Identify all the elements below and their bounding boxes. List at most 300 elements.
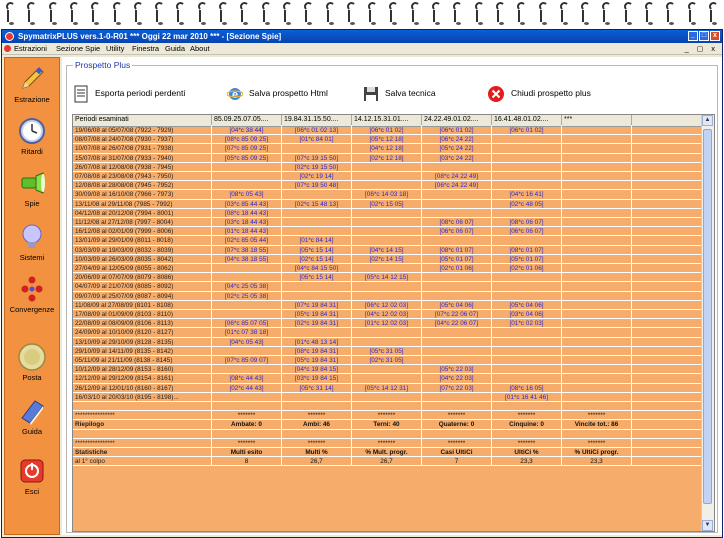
spiral-ring [155,2,164,24]
data-cell: [05*c 19 84 31] [282,310,352,319]
data-cell [492,292,562,301]
export-button[interactable] [73,83,185,103]
lightbulb-icon [17,222,47,252]
data-cell [632,374,703,383]
data-cell: Ambate: 0 [212,420,282,429]
prospetto-grid[interactable] [72,114,715,532]
spiral-ring [453,2,462,24]
save-technique-button[interactable] [363,83,436,103]
spiral-ring [368,2,377,24]
mdi-icon[interactable] [4,45,11,52]
table-row[interactable] [73,301,703,310]
scroll-up-icon[interactable]: ▲ [702,115,713,126]
title-bar[interactable] [2,30,722,43]
data-cell [282,227,352,236]
data-cell: [02*c 19 15 50] [282,163,352,172]
table-row[interactable] [73,172,703,181]
data-cell [632,430,703,439]
data-cell: [01*c 07 38 18] [212,328,282,337]
sidebar-label: Estrazione [14,95,50,104]
data-cell: [05*c 15 14] [282,246,352,255]
data-cell [422,393,492,402]
table-row[interactable] [73,218,703,227]
data-cell: Ambi: 46 [282,420,352,429]
table-row[interactable] [73,328,703,337]
data-cell: [07*c 19 50 48] [282,181,352,190]
data-cell [562,282,632,291]
sidebar-label: Esci [24,487,40,496]
period-cell: 17/08/09 al 01/09/09 (8103 - 8110) [73,310,212,319]
data-cell: [05*c 31 05] [352,347,422,356]
data-cell [562,144,632,153]
data-cell: 26,7 [282,457,352,466]
sidebar-item-posta[interactable] [5,342,59,382]
period-cell: 16/03/10 al 20/03/10 (8195 - 8198)... [73,393,212,402]
table-row[interactable] [73,365,703,374]
table-row[interactable] [73,246,703,255]
data-cell: UltiCi % [492,448,562,457]
data-cell [212,310,282,319]
spiral-ring [645,2,654,24]
menu-finestra[interactable]: Finestra [132,44,160,53]
app-window [1,29,723,538]
period-cell: 04/07/09 al 21/07/09 (8085 - 8092) [73,282,212,291]
data-cell: 26,7 [352,457,422,466]
period-cell: 10/07/08 al 26/07/08 (7931 - 7938) [73,144,212,153]
spiral-ring [326,2,335,24]
table-row[interactable] [73,292,703,301]
data-cell [562,310,632,319]
data-cell: [05*c 19 84 31] [282,356,352,365]
data-cell: [02*c 14 15] [352,255,422,264]
data-cell [282,402,352,411]
data-cell: [01*c 18 44 43] [212,227,282,236]
data-cell [212,430,282,439]
table-row[interactable] [73,181,703,190]
sidebar-item-ritardi[interactable] [5,116,59,156]
data-cell: [05*c 31 14] [282,384,352,393]
mdi-controls[interactable]: _ ◻ x [684,44,718,53]
data-cell: [04*c 19 84 15] [282,365,352,374]
data-cell: Vincite tot.: 86 [562,420,632,429]
data-cell: [08*c 06 07] [422,218,492,227]
data-cell: [06*c 12 02 03] [352,301,422,310]
period-cell: 29/10/09 al 14/11/09 (8135 - 8142) [73,347,212,356]
table-row[interactable] [73,190,703,199]
period-cell [73,430,212,439]
sidebar-label: Convergenze [9,305,55,314]
column-header[interactable]: 85.09.25.07.05.... [212,115,282,125]
spiral-ring [6,2,15,24]
table-row[interactable] [73,420,703,429]
data-cell [562,273,632,282]
data-cell [632,227,703,236]
data-cell: [07*c 22 06 07] [422,310,492,319]
vertical-scrollbar[interactable] [701,115,714,531]
spiral-ring [70,2,79,24]
column-header[interactable]: 19.84.31.15.50.... [282,115,352,125]
data-cell [562,319,632,328]
data-cell: ******* [562,439,632,448]
spiral-ring [304,2,313,24]
table-row[interactable] [73,236,703,245]
menu-utility[interactable]: Utility [106,44,125,53]
period-cell: 10/03/09 al 26/03/09 (8035 - 8042) [73,255,212,264]
data-cell [282,292,352,301]
data-cell [632,301,703,310]
table-row[interactable] [73,384,703,393]
data-cell: [02*c 25 05 38] [212,292,282,301]
save-html-label: Salva prospetto Html [249,88,328,98]
data-cell [562,292,632,301]
table-row[interactable] [73,319,703,328]
data-cell: [04*c 84 15 50] [282,264,352,273]
data-cell [492,135,562,144]
data-cell: ******* [562,411,632,420]
data-cell [212,365,282,374]
data-cell [632,209,703,218]
menu-sezione-spie[interactable]: Sezione Spie [56,44,101,53]
data-cell: [02*c 19 84 31] [282,319,352,328]
data-cell [562,347,632,356]
data-cell [352,236,422,245]
period-cell: 26/12/09 al 12/01/10 (8160 - 8167) [73,384,212,393]
data-cell [352,393,422,402]
column-header[interactable]: *** [562,115,632,125]
menu-bar [2,43,722,55]
data-cell [562,384,632,393]
save-html-button[interactable] [227,83,328,103]
data-cell [632,319,703,328]
table-row[interactable] [73,163,703,172]
menu-about[interactable]: About [190,44,210,53]
data-cell [632,190,703,199]
period-cell [73,402,212,411]
data-cell [562,218,632,227]
scroll-thumb[interactable] [703,129,712,504]
data-cell [562,338,632,347]
data-cell: [06*c 06 07] [492,227,562,236]
period-cell: Riepilogo [73,420,212,429]
data-cell [632,144,703,153]
data-cell: [03*c 19 84 15] [282,374,352,383]
minimize-button[interactable]: _ [688,31,698,41]
data-cell [422,402,492,411]
data-cell: [05*c 22 03] [422,365,492,374]
data-cell: [02*c 15 48 13] [282,200,352,209]
data-cell [562,200,632,209]
data-cell [632,246,703,255]
data-cell: [04*c 16 41] [492,190,562,199]
data-cell [492,154,562,163]
sidebar-item-guida[interactable] [5,396,59,436]
data-cell: [05*c 24 22] [422,144,492,153]
spiral-ring [666,2,675,24]
app-icon[interactable] [5,32,14,41]
data-cell [352,328,422,337]
table-row[interactable] [73,264,703,273]
document-icon [73,85,89,103]
data-cell [212,181,282,190]
table-row[interactable] [73,282,703,291]
flashlight-icon [17,168,47,198]
spiral-ring [389,2,398,24]
data-cell: [05*c 04 06] [422,301,492,310]
data-cell: [07*c 19 15 50] [282,154,352,163]
column-header[interactable]: 14.12.15.31.01.... [352,115,422,125]
table-row[interactable] [73,227,703,236]
data-cell [632,347,703,356]
data-cell: [08*c 16 05] [492,384,562,393]
data-cell [562,135,632,144]
data-cell: [06*c 01 02] [422,126,492,135]
spiral-ring [624,2,633,24]
data-cell: 23,3 [492,457,562,466]
data-cell [562,356,632,365]
spiral-ring [113,2,122,24]
data-cell [282,144,352,153]
spiral-ring [219,2,228,24]
data-cell [352,227,422,236]
data-cell: [05*c 85 09 25] [212,154,282,163]
period-cell: 26/07/08 al 12/08/08 (7938 - 7945) [73,163,212,172]
data-cell [562,154,632,163]
data-cell: [04*c 22 03] [422,374,492,383]
sidebar-label: Ritardi [21,147,43,156]
data-cell: 8 [212,457,282,466]
data-cell: [04*c 14 15] [352,246,422,255]
data-cell [492,402,562,411]
data-cell [212,163,282,172]
data-cell [632,411,703,420]
data-cell: [06*c 24 22] [422,135,492,144]
sidebar-item-esci[interactable] [5,456,59,496]
data-cell [632,273,703,282]
data-cell: [07*c 85 09 07] [212,356,282,365]
data-cell [492,163,562,172]
table-row[interactable] [73,310,703,319]
spiral-ring [176,2,185,24]
period-cell: 16/12/08 al 02/01/09 (7999 - 8006) [73,227,212,236]
column-header[interactable]: 16.41.48.01.02.... [492,115,562,125]
data-cell [632,384,703,393]
table-row[interactable] [73,200,703,209]
spiral-ring [411,2,420,24]
data-cell [562,163,632,172]
data-cell [632,236,703,245]
spiral-ring [27,2,36,24]
data-cell [562,365,632,374]
data-cell: [02*c 44 43] [212,384,282,393]
period-cell: 07/08/08 al 23/08/08 (7943 - 7950) [73,172,212,181]
data-cell [492,144,562,153]
data-cell [282,393,352,402]
data-cell: [02*c 85 05 44] [212,236,282,245]
table-row[interactable] [73,135,703,144]
spiral-ring [198,2,207,24]
table-row[interactable] [73,338,703,347]
data-cell: [03*c 85 44 43] [212,200,282,209]
group-title: Prospetto Plus [75,60,131,70]
table-row[interactable] [73,457,703,466]
data-cell [492,172,562,181]
maximize-button[interactable]: □ [699,31,709,41]
data-cell [352,282,422,291]
table-row[interactable] [73,209,703,218]
data-cell [562,181,632,190]
data-cell: [08*c 01 07] [492,246,562,255]
close-prospetto-button[interactable] [487,83,591,103]
table-row[interactable] [73,356,703,365]
spiral-ring [283,2,292,24]
period-cell: **************** [73,411,212,420]
spiral-ring [475,2,484,24]
close-button[interactable]: x [710,31,720,41]
spiral-ring [539,2,548,24]
data-cell: [02*c 19 14] [282,172,352,181]
data-cell [492,282,562,291]
data-cell: [07*c 38 18 55] [212,246,282,255]
data-cell: Quaterne: 0 [422,420,492,429]
data-cell [632,448,703,457]
data-cell [562,172,632,181]
period-cell: 19/06/08 al 05/07/08 (7922 - 7929) [73,126,212,135]
data-cell [492,236,562,245]
data-cell: [08*c 44 43] [212,374,282,383]
data-cell [422,430,492,439]
sidebar-item-sistemi[interactable] [5,222,59,262]
data-cell [422,209,492,218]
main-content [62,57,722,535]
sidebar-label: Guida [21,427,42,436]
data-cell: [06*c 24 22 49] [422,181,492,190]
table-row[interactable] [73,393,703,402]
table-row[interactable] [73,154,703,163]
table-row[interactable] [73,374,703,383]
data-cell: [07*c 22 03] [422,384,492,393]
data-cell: [05*c 01 07] [422,255,492,264]
table-row[interactable] [73,126,703,135]
spiral-ring [262,2,271,24]
column-header[interactable]: 24.22.49.01.02.... [422,115,492,125]
data-cell [632,172,703,181]
data-cell: [02*c 01 06] [492,264,562,273]
data-cell [632,154,703,163]
menu-estrazioni[interactable]: Estrazioni [14,44,47,53]
close-prospetto-label: Chiudi prospetto plus [511,88,591,98]
table-row[interactable] [73,347,703,356]
data-cell: [01*c 16 41 46] [492,393,562,402]
data-cell [422,356,492,365]
data-cell: ******* [352,411,422,420]
data-cell [422,338,492,347]
period-cell: al 1° colpo [73,457,212,466]
data-cell: [01*c 48 13 14] [282,338,352,347]
data-cell [422,200,492,209]
data-cell [492,356,562,365]
save-technique-label: Salva tecnica [385,88,436,98]
menu-guida[interactable]: Guida [165,44,186,53]
data-cell [352,163,422,172]
data-cell: ******* [352,439,422,448]
data-cell [492,365,562,374]
data-cell: [06*c 85 07 05] [212,319,282,328]
data-cell: [04*c 38 44] [212,126,282,135]
table-row[interactable] [73,402,703,411]
data-cell: [02*c 48 05] [492,200,562,209]
data-cell [632,135,703,144]
data-cell [282,328,352,337]
sidebar-item-estrazione[interactable] [5,64,59,104]
table-row[interactable] [73,430,703,439]
table-row[interactable] [73,411,703,420]
sidebar-label: Sistemi [19,253,45,262]
data-cell: [05*c 15 14] [282,273,352,282]
data-cell: [08*c 06 07] [492,218,562,227]
data-cell [562,246,632,255]
data-cell: ******* [422,411,492,420]
data-cell: % Mult. progr. [352,448,422,457]
table-row[interactable] [73,255,703,264]
data-cell: [02*c 15 14] [282,255,352,264]
scroll-down-icon[interactable]: ▼ [702,520,713,531]
data-cell: [08*c 01 07] [422,246,492,255]
data-cell [562,430,632,439]
table-row[interactable] [73,448,703,457]
data-cell: [05*c 04 06] [492,301,562,310]
period-cell: 13/01/09 al 29/01/09 (8011 - 8018) [73,236,212,245]
spiral-ring [517,2,526,24]
spiral-ring [602,2,611,24]
column-header[interactable] [632,115,703,125]
data-cell: [01*c 12 02 03] [352,319,422,328]
period-cell: 20/06/09 al 07/07/09 (8079 - 8086) [73,273,212,282]
close-circle-icon [487,85,505,103]
data-cell [422,282,492,291]
period-cell: 04/12/08 al 20/12/08 (7994 - 8001) [73,209,212,218]
data-cell: [02*c 12 18] [352,154,422,163]
data-cell: 7 [422,457,492,466]
spiral-ring [134,2,143,24]
data-cell [562,402,632,411]
spiral-ring [688,2,697,24]
data-cell [492,347,562,356]
data-cell: Casi UltiCi [422,448,492,457]
data-cell [422,236,492,245]
data-cell [632,310,703,319]
data-cell [352,264,422,273]
data-cell: [04*c 12 18] [352,144,422,153]
column-header[interactable]: Periodi esaminati [73,115,212,125]
data-cell: [03*c 18 44 43] [212,218,282,227]
data-cell: [08*c 24 22 49] [422,172,492,181]
data-cell [422,163,492,172]
svg-text:e: e [231,88,239,101]
data-cell [632,181,703,190]
data-cell: [04*c 12 02 03] [352,310,422,319]
data-cell [632,393,703,402]
table-row[interactable] [73,273,703,282]
table-row[interactable] [73,439,703,448]
data-cell [632,126,703,135]
table-row[interactable] [73,144,703,153]
data-cell: [01*c 84 14] [282,236,352,245]
data-cell [352,430,422,439]
sidebar-item-spie[interactable] [5,168,59,208]
data-cell [212,273,282,282]
sidebar-item-convergenze[interactable] [5,274,59,314]
data-cell: [01*c 84 01] [282,135,352,144]
